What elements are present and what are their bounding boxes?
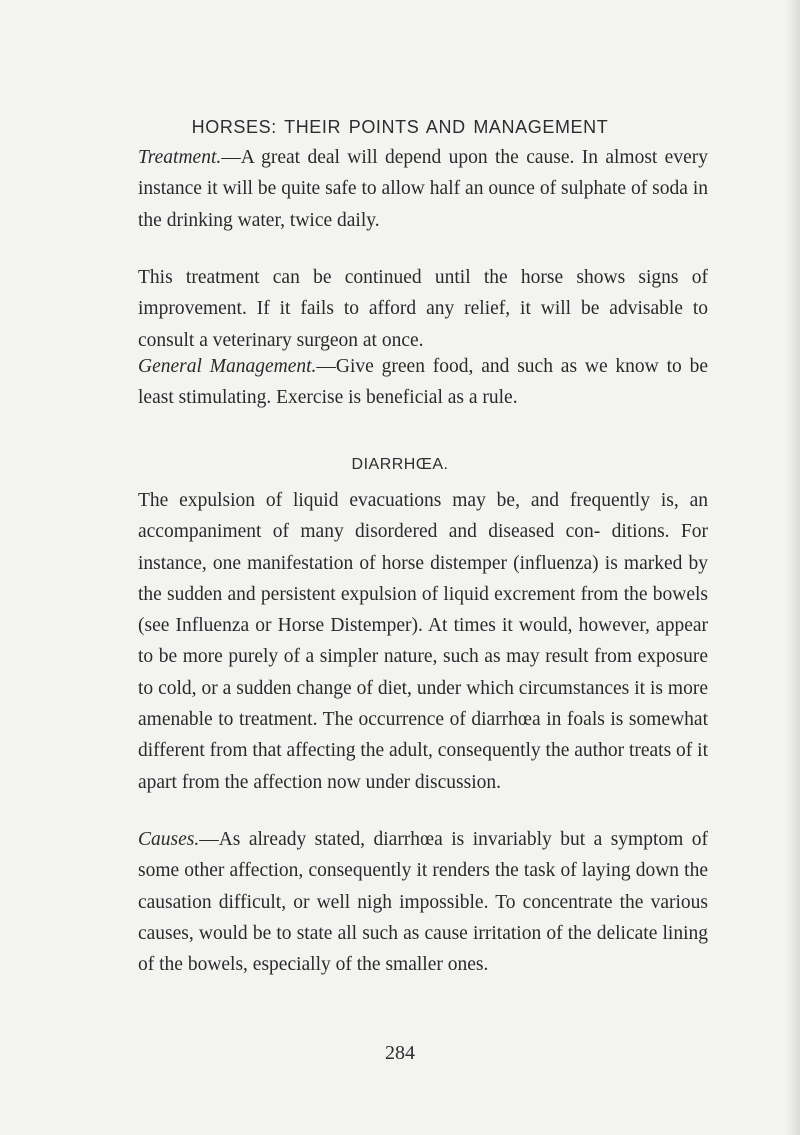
paragraph-expulsion: The expulsion of liquid evacuations may be, and frequently is, an accompaniment of many disordered and diseased con- ditions. For instance, one manifestation of horse distemper (influenza) is marked by the sudden and persistent expulsion of liquid excrement from the bowels (see Influenza or Horse Distemper). At times it would, however, appear to be more purely of a simpler nature, such as may result from exposure to cold, or a sudden change of diet, under which circumstances it is more amenable to treatment. The occurrence of diarrhœa in foals is somewhat different from that affecting the adult, consequently the author treats of it apart from the affection now under discussion. (138, 490, 709, 793)
causes-lead: Causes. (138, 829, 200, 850)
section-heading-diarrhoea: DIARRHŒA. (351, 456, 449, 473)
running-head: HORSES: THEIR POINTS AND MANAGEMENT (191, 117, 609, 137)
paragraph-general-management (138, 351, 708, 414)
paragraph-treatment (138, 142, 708, 236)
causes-text: —As already stated, diarrhœa is invariably but a symptom of some other affection, consequently it renders the task of laying down the causation difficult, or well nigh impossible. To concentrate the various causes, would be to state all such as cause irritation of the delicate lining of the bowels, especially of the smaller ones. (138, 829, 708, 976)
paragraph-causes (138, 824, 708, 980)
page-edge-shadow (786, 0, 800, 1135)
page-number: 284 (385, 1042, 415, 1064)
management-text: —Give green food, and such as we know to be least stimulating. Exercise is beneficial as a rule. (138, 356, 709, 409)
paragraph-continued-treatment: This treatment can be continued until the horse shows signs of improvement. If it fails to afford any relief, it will be advisable to consult a veterinary surgeon at once. (138, 267, 708, 351)
management-lead: General Management. (138, 356, 317, 377)
treatment-text: —A great deal will depend upon the cause. In almost every instance it will be quite safe to allow half an ounce of sulphate of soda in the drinking water, twice daily. (138, 147, 708, 231)
treatment-lead: Treatment. (138, 147, 222, 168)
